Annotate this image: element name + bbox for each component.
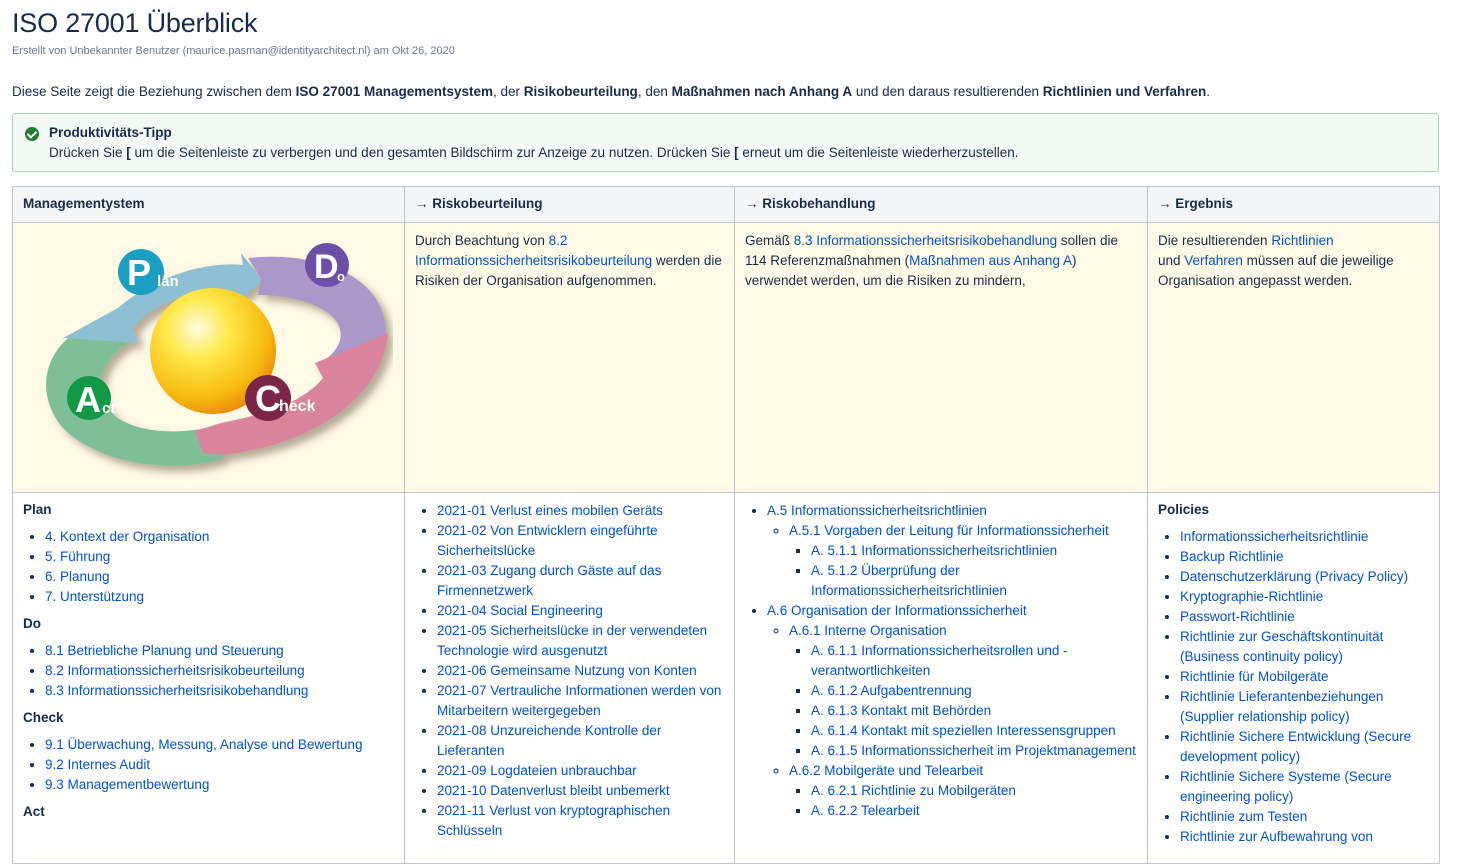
list-item [811, 741, 1137, 761]
list-item [789, 761, 1137, 821]
risk-link[interactable]: 2021-08 Unzureichende Kontrolle der Lieferanten [437, 723, 662, 758]
list-item [45, 641, 394, 661]
control-link[interactable]: A.5 Informationssicherheitsrichtlinien [767, 503, 987, 518]
section-heading-check: Check [23, 710, 64, 725]
page-title: ISO 27001 Überblick [12, 8, 258, 38]
list-item [1180, 607, 1429, 627]
list-item [1180, 727, 1429, 767]
section-heading-policies: Policies [1158, 502, 1210, 517]
link-richtlinien[interactable]: Richtlinien [1271, 233, 1334, 248]
list-item [1180, 827, 1429, 847]
list-item [1180, 667, 1429, 687]
tip-key: [ [734, 145, 739, 160]
clause-link[interactable]: 9.1 Überwachung, Messung, Analyse und Bewertung [45, 737, 363, 752]
policy-link[interactable]: Datenschutzerklärung (Privacy Policy) [1180, 569, 1409, 584]
controls-list [745, 501, 1137, 821]
list-item [1180, 627, 1429, 667]
list-item [437, 721, 724, 761]
list-item [45, 661, 394, 681]
clause-link[interactable]: 6. Planung [45, 569, 110, 584]
policy-link[interactable]: Passwort-Richtlinie [1180, 609, 1295, 624]
controls-sublist [789, 641, 1137, 761]
control-link[interactable]: A. 6.1.2 Aufgabentrennung [811, 683, 972, 698]
list-item [437, 681, 724, 721]
do-list [23, 641, 394, 701]
svg-text:ct: ct [102, 400, 116, 417]
intro-bold: Risikobeurteilung [523, 84, 638, 99]
policy-link[interactable]: Richtlinie für Mobilgeräte [1180, 669, 1329, 684]
list-item [437, 761, 724, 781]
risks-cell [405, 493, 735, 864]
ergebnis-description [1148, 223, 1440, 493]
svg-text:C: C [255, 378, 281, 419]
intro-text: Diese Seite zeigt die Beziehung zwischen dem [12, 84, 296, 99]
clause-link[interactable]: 5. Führung [45, 549, 111, 564]
list-item [811, 641, 1137, 681]
link-8-2[interactable]: 8.2 Informationssicherheitsrisikobeurteilung [415, 233, 653, 268]
policies-cell [1148, 493, 1440, 864]
list-item [811, 721, 1137, 741]
desc-text: ) verwendet werden, um die Risiken zu mindern, [745, 253, 1077, 288]
overview-table [12, 186, 1440, 864]
list-item [1180, 807, 1429, 827]
policy-link[interactable]: Informationssicherheitsrichtlinie [1180, 529, 1369, 544]
svg-text:lan: lan [157, 273, 179, 290]
controls-sublist [767, 521, 1137, 601]
intro-bold: ISO 27001 Managementsystem [295, 84, 494, 99]
control-link[interactable]: A. 5.1.2 Überprüfung der Informationssicherheitsrichtlinien [811, 563, 1007, 598]
list-item [45, 735, 394, 755]
controls-sublist [789, 541, 1137, 601]
intro-text: , der [493, 84, 524, 99]
link-verfahren[interactable]: Verfahren [1184, 253, 1243, 268]
list-item [1180, 567, 1429, 587]
policy-link[interactable]: Backup Richtlinie [1180, 549, 1284, 564]
clause-link[interactable]: 8.3 Informationssicherheitsrisikobehandlung [45, 683, 309, 698]
section-heading-do: Do [23, 616, 41, 631]
desc-text: werden die Risiken der Organisation aufgenommen. [415, 253, 722, 288]
svg-text:A: A [75, 379, 101, 420]
pdca-cell [13, 223, 405, 493]
list-item [437, 601, 724, 621]
policies-list [1158, 527, 1429, 847]
desc-text: müssen auf die jeweilige Organisation angepasst werden. [1158, 253, 1394, 288]
clause-link[interactable]: 9.2 Internes Audit [45, 757, 151, 772]
clause-link[interactable]: 7. Unterstützung [45, 589, 145, 604]
section-heading-plan: Plan [23, 502, 52, 517]
list-item [45, 681, 394, 701]
risk-link[interactable]: 2021-03 Zugang durch Gäste auf das Firmennetzwerk [437, 563, 662, 598]
control-link[interactable]: A.6 Organisation der Informationssicherheit [767, 603, 1027, 618]
risk-link[interactable]: 2021-02 Von Entwicklern eingeführte Sicherheitslücke [437, 523, 658, 558]
policy-link[interactable]: Richtlinie Sichere Systeme (Secure engineering policy) [1180, 769, 1392, 804]
tip-text: erneut um die Seitenleiste wiederherzustellen. [738, 145, 1019, 160]
risk-link[interactable]: 2021-07 Vertrauliche Informationen werden von Mitarbeitern weitergegeben [437, 683, 722, 718]
tip-text: Drücken Sie [49, 145, 127, 160]
intro-paragraph [12, 83, 1438, 101]
list-item [45, 775, 394, 795]
risk-list [415, 501, 724, 841]
list-item [437, 661, 724, 681]
intro-bold: Richtlinien und Verfahren [1042, 84, 1207, 99]
list-item [1180, 767, 1429, 807]
policy-link[interactable]: Richtlinie zum Testen [1180, 809, 1308, 824]
risk-link[interactable]: 2021-04 Social Engineering [437, 603, 603, 618]
desc-text: sollen die 114 Referenzmaßnahmen ( [745, 233, 1118, 268]
risk-link[interactable]: 2021-06 Gemeinsame Nutzung von Konten [437, 663, 697, 678]
riskobehandlung-description [735, 223, 1148, 493]
risk-link[interactable]: 2021-01 Verlust eines mobilen Geräts [437, 503, 663, 518]
desc-text: Durch Beachtung von [415, 233, 549, 248]
list-item [789, 621, 1137, 761]
list-item [45, 547, 394, 567]
policy-link[interactable]: Richtlinie zur Aufbewahrung von [1180, 829, 1373, 844]
svg-text:o: o [337, 269, 345, 284]
list-item [811, 781, 1137, 801]
control-link[interactable]: A. 6.1.5 Informationssicherheit im Projektmanagement [811, 743, 1136, 758]
list-item [1180, 587, 1429, 607]
tip-key: [ [126, 145, 131, 160]
risk-link[interactable]: 2021-11 Verlust von kryptographischen Schlüsseln [437, 803, 671, 838]
control-link[interactable]: A.5.1 Vorgaben der Leitung für Informationssicherheit [789, 523, 1109, 538]
list-item [811, 681, 1137, 701]
svg-text:P: P [127, 252, 152, 293]
controls-sublist [767, 621, 1137, 821]
list-item [437, 781, 724, 801]
risk-link[interactable]: 2021-09 Logdateien unbrauchbar [437, 763, 637, 778]
header-riskobeurteilung: → Riskobeurteilung [405, 187, 735, 223]
control-link[interactable]: A. 6.1.4 Kontakt mit speziellen Interessensgruppen [811, 723, 1116, 738]
list-item [1180, 687, 1429, 727]
clause-link[interactable]: 8.1 Betriebliche Planung und Steuerung [45, 643, 284, 658]
policy-link[interactable]: Richtlinie Lieferantenbeziehungen (Supplier relationship policy) [1180, 689, 1384, 724]
list-item [811, 701, 1137, 721]
svg-text:D: D [314, 248, 339, 286]
intro-text: , den [637, 84, 672, 99]
list-item [45, 567, 394, 587]
pdca-cycle-diagram [23, 233, 393, 483]
tip-title: Produktivitäts-Tipp [49, 125, 172, 140]
control-link[interactable]: A. 6.1.3 Kontakt mit Behörden [811, 703, 992, 718]
link-8-3[interactable]: 8.3 Informationssicherheitsrisikobehandlung [793, 233, 1058, 248]
check-list [23, 735, 394, 795]
tip-text: um die Seitenleiste zu verbergen und den gesamten Bildschirm zur Anzeige zu nutzen. Drücken Sie [130, 145, 735, 160]
intro-bold: Maßnahmen nach Anhang A [671, 84, 853, 99]
list-item [789, 521, 1137, 601]
list-item [45, 527, 394, 547]
list-item [1180, 527, 1429, 547]
list-item [437, 501, 724, 521]
list-item [767, 501, 1137, 601]
list-item [811, 801, 1137, 821]
risk-link[interactable]: 2021-05 Sicherheitslücke in der verwendeten Technologie wird ausgenutzt [437, 623, 708, 658]
policy-link[interactable]: Kryptographie-Richtlinie [1180, 589, 1324, 604]
control-link[interactable]: A. 6.2.2 Telearbeit [811, 803, 920, 818]
check-circle-icon [25, 127, 39, 141]
productivity-tip-panel [12, 113, 1439, 172]
control-link[interactable]: A. 6.1.1 Informationssicherheitsrollen und -verantwortlichkeiten [811, 643, 1068, 678]
control-link[interactable]: A.6.2 Mobilgeräte und Telearbeit [789, 763, 984, 778]
risk-link[interactable]: 2021-10 Datenverlust bleibt unbemerkt [437, 783, 670, 798]
page-byline: Erstellt von Unbekannter Benutzer (maurice.pasman@identityarchitect.nl) am Okt 26, 2020 [12, 45, 455, 57]
intro-text: und den daraus resultierenden [852, 84, 1043, 99]
policy-link[interactable]: Richtlinie Sichere Entwicklung (Secure development policy) [1180, 729, 1412, 764]
header-ergebnis: → Ergebnis [1148, 187, 1440, 223]
list-item [437, 521, 724, 561]
desc-text: und [1158, 253, 1185, 268]
desc-text: Die resultierenden [1158, 233, 1272, 248]
plan-list [23, 527, 394, 607]
list-item [767, 601, 1137, 821]
desc-text: Gemäß [745, 233, 794, 248]
intro-text: . [1206, 84, 1211, 99]
riskobeurteilung-description [405, 223, 735, 493]
management-sections-cell [13, 493, 405, 864]
section-heading-act: Act [23, 804, 45, 819]
header-riskobehandlung: → Riskobehandlung [735, 187, 1148, 223]
list-item [1180, 547, 1429, 567]
list-item [437, 561, 724, 601]
controls-sublist [789, 781, 1137, 821]
pdca-cycle-image [23, 233, 393, 483]
list-item [811, 561, 1137, 601]
control-link[interactable]: A. 5.1.1 Informationssicherheitsrichtlinien [811, 543, 1058, 558]
list-item [45, 587, 394, 607]
clause-link[interactable]: 9.3 Managementbewertung [45, 777, 210, 792]
control-link[interactable]: A. 6.2.1 Richtlinie zu Mobilgeräten [811, 783, 1016, 798]
clause-link[interactable]: 8.2 Informationssicherheitsrisikobeurteilung [45, 663, 305, 678]
clause-link[interactable]: 4. Kontext der Organisation [45, 529, 210, 544]
svg-text:heck: heck [279, 398, 316, 415]
link-annex-a[interactable]: Maßnahmen aus Anhang A [909, 253, 1072, 268]
tip-body [49, 144, 1019, 161]
list-item [45, 755, 394, 775]
header-managementsystem: Managementystem [13, 187, 405, 223]
list-item [437, 801, 724, 841]
control-link[interactable]: A.6.1 Interne Organisation [789, 623, 947, 638]
policy-link[interactable]: Richtlinie zur Geschäftskontinuität (Business continuity policy) [1180, 629, 1384, 664]
controls-cell [735, 493, 1148, 864]
list-item [811, 541, 1137, 561]
list-item [437, 621, 724, 661]
